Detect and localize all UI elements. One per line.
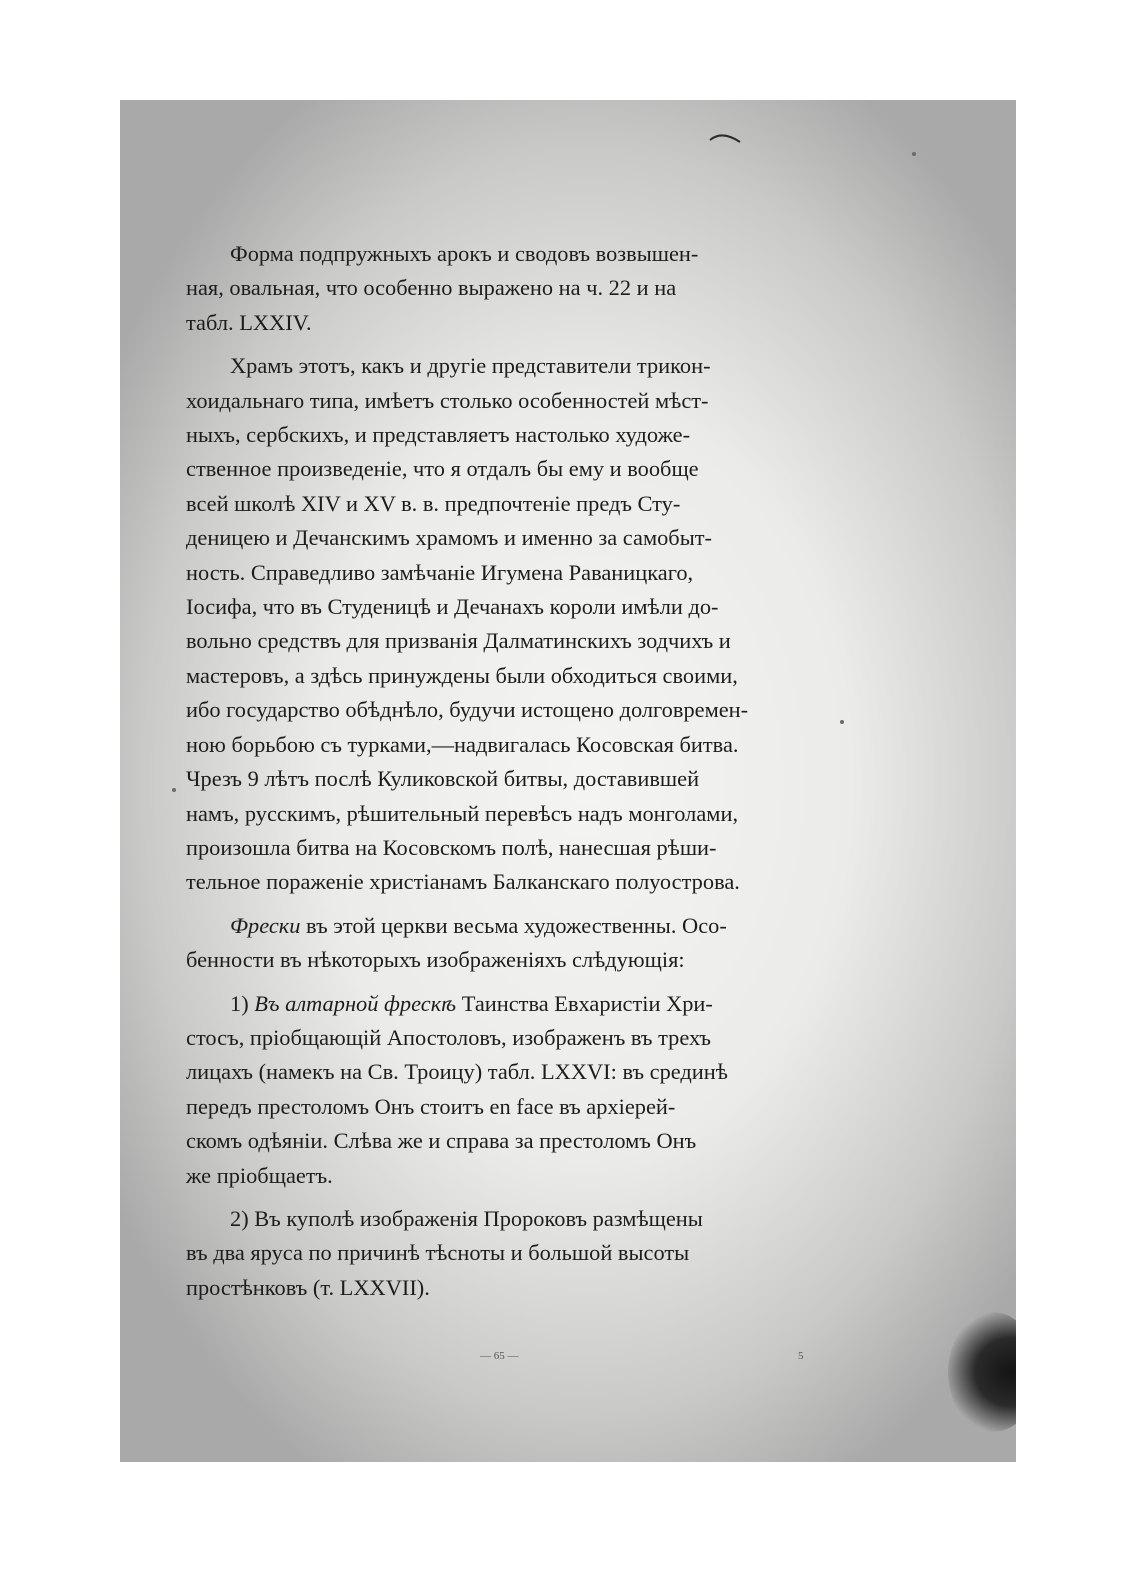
text-run: лицахъ (намекъ на Св. Троицу) табл. LXXVI: въ срединѣ — [186, 1059, 728, 1085]
text-line — [186, 797, 838, 831]
text-line — [186, 624, 838, 658]
text-line — [186, 452, 838, 486]
text-run: Чрезъ 9 лѣтъ послѣ Куликовской битвы, доставившей — [186, 766, 700, 792]
text-run: ною борьбою съ турками,—надвигалась Косовская битва. — [186, 731, 739, 757]
text-line — [186, 556, 838, 590]
text-line — [186, 1021, 838, 1055]
paragraph — [186, 349, 838, 900]
text-run: Храмъ этотъ, какъ и другіе представители трикон- — [230, 353, 711, 379]
text-run: мастеровъ, а здѣсь принуждены были обходиться своими, — [186, 662, 738, 688]
text-line — [186, 271, 838, 305]
text-run: ибо государство обѣднѣло, будучи истощено долговремен- — [186, 697, 749, 723]
text-run: стосъ, пріобщающій Апостоловъ, изображенъ въ трехъ — [186, 1024, 711, 1050]
text-line — [186, 237, 838, 271]
text-run: 1) — [230, 990, 255, 1016]
text-run: табл. LXXIV. — [186, 309, 312, 335]
text-run: тельное пораженіе христіанамъ Балканскаго полуострова. — [186, 869, 740, 895]
text-run: деницею и Дечанскимъ храмомъ и именно за самобыт- — [186, 525, 712, 551]
text-run: въ этой церкви весьма художественны. Осо- — [300, 912, 727, 938]
text-run: ная, овальная, что особенно выражено на ч. 22 и на — [186, 275, 677, 301]
text-line — [186, 1236, 838, 1270]
text-line — [186, 693, 838, 727]
text-line — [186, 831, 838, 865]
text-line — [186, 865, 838, 899]
text-run: Таинства Евхаристіи Хри- — [456, 990, 713, 1016]
text-line — [186, 590, 838, 624]
text-run: хоидальнаго типа, имѣетъ столько особенностей мѣст- — [186, 387, 709, 413]
text-line — [186, 659, 838, 693]
scanned-page — [120, 100, 1016, 1462]
text-line — [186, 418, 838, 452]
body-text — [186, 237, 838, 1314]
text-line — [186, 1124, 838, 1158]
text-line — [186, 1090, 838, 1124]
pen-stroke-mark — [708, 128, 742, 146]
text-run: передъ престоломъ Онъ стоитъ en face въ архіерей- — [186, 1093, 676, 1119]
text-line — [186, 762, 838, 796]
text-line — [186, 943, 838, 977]
paragraph — [186, 237, 838, 340]
italic-phrase: Фрески — [230, 912, 301, 938]
text-line — [186, 349, 838, 383]
text-run: въ два яруса по причинѣ тѣсноты и большой высоты — [186, 1240, 690, 1266]
scan-shadow — [948, 1312, 1016, 1432]
text-run: ныхъ, сербскихъ, и представляетъ настолько художе- — [186, 422, 691, 448]
text-line — [186, 521, 838, 555]
text-run: Форма подпружныхъ арокъ и сводовъ возвышен- — [230, 241, 699, 266]
text-line — [186, 728, 838, 762]
text-run: произошла битва на Косовскомъ полѣ, нанесшая рѣши- — [186, 834, 717, 860]
text-line — [186, 384, 838, 418]
text-run: ственное произведеніе, что я отдалъ бы ему и вообще — [186, 456, 699, 482]
text-run: вольно средствъ для призванія Далматинскихъ зодчихъ и — [186, 628, 731, 654]
text-run: простѣнковъ (т. LXXVII). — [186, 1274, 430, 1300]
text-run: бенности въ нѣкоторыхъ изображеніяхъ слѣдующія: — [186, 947, 685, 973]
text-line — [186, 306, 838, 340]
page-footer — [120, 1350, 1016, 1370]
paragraph — [186, 1202, 838, 1305]
text-line — [186, 909, 838, 943]
text-run: намъ, русскимъ, рѣшительный перевѣсъ надъ монголами, — [186, 800, 739, 826]
italic-phrase: Въ алтарной фрескѣ — [254, 990, 457, 1016]
text-run: всей школѣ XIV и XV в. в. предпочтеніе предъ Сту- — [186, 490, 681, 516]
ink-speck — [912, 152, 916, 156]
text-run: же пріобщаетъ. — [186, 1162, 333, 1188]
text-line — [186, 1159, 838, 1193]
text-line — [186, 1271, 838, 1305]
text-run: ность. Справедливо замѣчаніе Игумена Раваницкаго, — [186, 559, 694, 585]
text-line — [186, 987, 838, 1021]
paragraph — [186, 987, 838, 1193]
text-run: Іосифа, что въ Студеницѣ и Дечанахъ короли имѣли до- — [186, 594, 719, 620]
ink-speck — [172, 788, 176, 792]
page-number: — 65 — — [480, 1350, 519, 1362]
ink-speck — [840, 720, 844, 724]
signature-mark: 5 — [798, 1350, 804, 1362]
text-line — [186, 1202, 838, 1236]
text-run: скомъ одѣяніи. Слѣва же и справа за престоломъ Онъ — [186, 1128, 697, 1154]
paragraph — [186, 909, 838, 978]
text-line — [186, 487, 838, 521]
text-run: 2) Въ куполѣ изображенія Пророковъ размѣщены — [230, 1205, 703, 1231]
text-line — [186, 1055, 838, 1089]
